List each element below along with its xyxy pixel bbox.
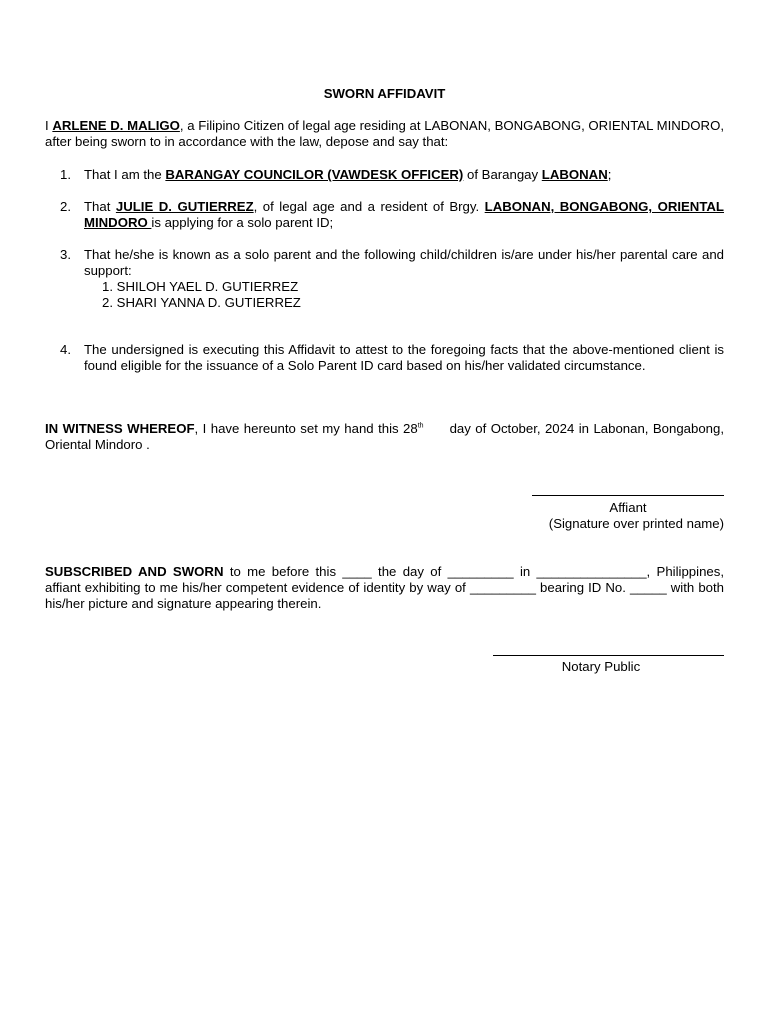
witness-paragraph [45,421,724,453]
children-list [84,279,724,311]
list-item-2 [60,199,724,231]
jurat-lead: SUBSCRIBED AND SWORN [45,564,224,579]
list-item-1 [60,167,724,183]
item-4-text: The undersigned is executing this Affidavit to attest to the foregoing facts that the above-mentioned client is found eligible for the issuance of a Solo Parent ID card based on his/her validated circumstance. [84,342,724,373]
item-1-prefix: That I am the [84,167,166,182]
child-entry: 1. SHILOH YAEL D. GUTIERREZ [102,279,299,294]
witness-text-2: day of October, 2024 in Labonan, Bongabong, Oriental Mindoro . [45,421,725,452]
item-number: 4. [60,342,71,357]
item-number: 3. [60,247,71,262]
item-1-suffix: ; [607,167,612,182]
client-address: LABONAN, BONGABONG, ORIENTAL MINDORO [84,199,724,230]
item-number: 1. [60,167,71,182]
list-item-3 [60,247,724,311]
child-entry: 2. SHARI YANNA D. GUTIERREZ [102,295,301,310]
item-2-prefix: That [84,199,116,214]
item-2-suffix: is applying for a solo parent ID; [151,215,334,230]
witness-text-1: , I have hereunto set my hand this 28 [194,421,418,436]
item-3-text: That he/she is known as a solo parent and the following child/children is/are under his/her parental care and support: [84,247,724,278]
intro-paragraph [45,118,724,150]
client-name: JULIE D. GUTIERREZ [115,199,254,214]
jurat-paragraph [45,564,724,612]
intro-prefix: I [45,118,53,133]
document-title: SWORN AFFIDAVIT [323,86,446,101]
day-suffix: th [417,422,424,430]
affiant-name: ARLENE D. MALIGO [52,118,180,133]
item-2-middle: , of legal age and a resident of Brgy. [253,199,485,214]
notary-label: Notary Public [561,659,641,674]
affiant-caption: (Signature over printed name) [548,516,724,531]
witness-lead: IN WITNESS WHEREOF [45,421,195,436]
item-number: 2. [60,199,71,214]
list-item-4 [60,342,724,374]
intro-text: , a Filipino Citizen of legal age residing at LABONAN, BONGABONG, ORIENTAL MINDORO, after being sworn to in accordance with the law, depose and say that: [45,118,724,149]
affiant-label: Affiant [609,500,647,515]
item-1-middle: of Barangay [463,167,542,182]
notary-signature-line [493,655,724,656]
affiant-signature-line [532,495,724,496]
affidavit-page [45,0,724,1024]
barangay-name: LABONAN [541,167,608,182]
position-title: BARANGAY COUNCILOR (VAWDESK OFFICER) [165,167,464,182]
jurat-text: to me before this ____ the day of _________ in _______________, Philippines, affiant exhibiting to me his/her competent evidence of identity by way of _________ bearing ID No. _____ with both his/her picture and signature appearing therein. [45,564,724,611]
